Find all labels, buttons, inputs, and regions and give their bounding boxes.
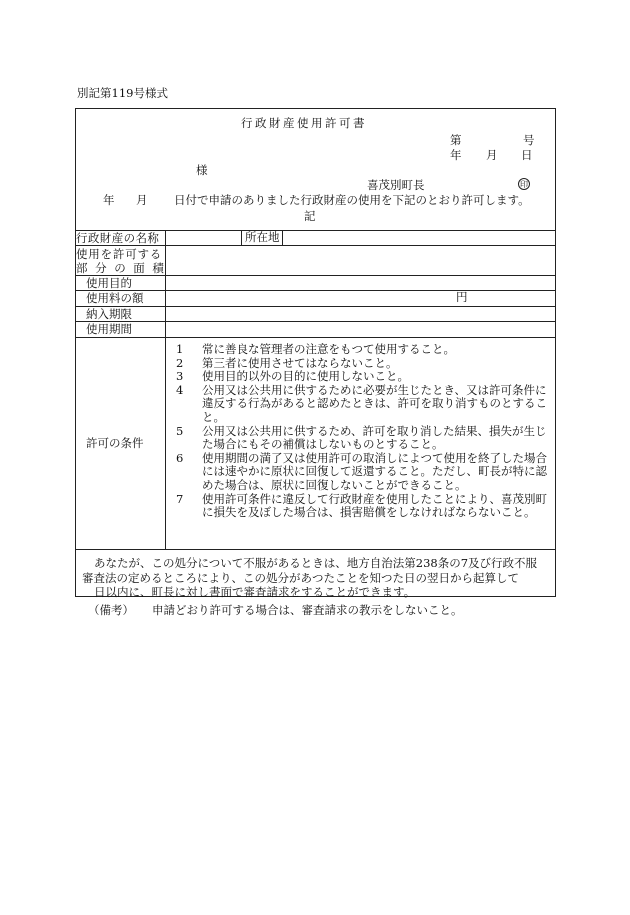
intro-text: 日付で申請のありました行政財産の使用を下記のとおり許可します。 [174, 193, 530, 207]
row-line [75, 275, 556, 276]
remarks-text: 申請どおり許可する場合は、審査請求の教示をしないこと。 [152, 603, 463, 617]
condition-text: 使用期間の満了又は使用許可の取消しによつて使用を終了した場合には速やかに原状に回復して返還すること。ただし、町長が特に認めた場合は、原状に回復しないことができること。 [202, 450, 547, 492]
conditions-list [176, 343, 552, 520]
location-divider-line [241, 230, 242, 245]
asset-name-label: 行政財産の名称 [76, 231, 160, 245]
condition-item [176, 370, 552, 384]
area-label-line1: 使用を許可する [76, 247, 163, 261]
row-line [75, 321, 556, 322]
number-suffix: 号 [523, 133, 535, 147]
issuer-name: 喜茂別町長 [367, 178, 425, 192]
intro-month: 月 [136, 193, 148, 207]
condition-text: 使用目的以外の目的に使用しないこと。 [202, 369, 409, 384]
condition-item [176, 343, 552, 357]
condition-item [176, 384, 552, 425]
document-title: 行政財産使用許可書 [241, 116, 367, 130]
condition-item [176, 493, 552, 520]
row-line [75, 549, 556, 550]
appeal-notice [82, 556, 550, 600]
ki-label: 記 [304, 209, 316, 223]
row-line [75, 337, 556, 338]
condition-item [176, 425, 552, 452]
notice-line-1: あなたが、この処分について不服があるときは、地方自治法第238条の7及び行政不服 [94, 556, 538, 570]
notice-line-2: 審査法の定めるところにより、この処分があつたことを知つた日の翌日から起算して [82, 570, 519, 585]
condition-text: 公用又は公共用に供するために必要が生じたとき、又は許可条件に違反する行為があると認めたときは、許可を取り消すものとすること。 [202, 382, 547, 424]
condition-text: 常に善良な管理者の注意をもつて使用すること。 [202, 342, 455, 356]
date-day: 日 [521, 148, 533, 162]
intro-year: 年 [103, 193, 115, 207]
row-line [75, 306, 556, 307]
label-column-line [165, 230, 166, 549]
location-label: 所在地 [245, 230, 280, 244]
condition-number: 3 [176, 369, 184, 384]
fee-label: 使用料の額 [86, 291, 144, 305]
date-year: 年 [450, 148, 462, 162]
condition-item [176, 357, 552, 371]
conditions-label: 許可の条件 [86, 436, 144, 450]
remarks-label: （備考） [88, 603, 134, 617]
number-prefix: 第 [450, 133, 462, 147]
row-line [75, 245, 556, 246]
date-month: 月 [486, 148, 498, 162]
form-number: 別記第119号様式 [77, 86, 168, 100]
purpose-label: 使用目的 [86, 276, 132, 290]
condition-text: 第三者に使用させてはならないこと。 [202, 355, 398, 370]
location-divider-line [282, 230, 283, 245]
condition-number: 1 [176, 342, 184, 356]
notice-line-3: 日以内に、町長に対し書面で審査請求をすることができます。 [94, 585, 416, 599]
area-label-line2: 部分の面積 [76, 261, 172, 275]
seal-char: 印 [520, 180, 528, 189]
condition-text: 公用又は公共用に供するため、許可を取り消した結果、損失が生じた場合にもその補償はしないものとすること。 [202, 423, 547, 452]
condition-number: 2 [176, 355, 184, 370]
condition-number: 4 [176, 382, 184, 397]
fee-unit: 円 [456, 290, 468, 304]
condition-text: 使用許可条件に違反して行政財産を使用したことにより、喜茂別町に損失を及ぼした場合は、損害賠償をしなければならないこと。 [202, 491, 547, 520]
condition-number: 7 [176, 491, 184, 506]
addressee-suffix: 様 [196, 163, 208, 177]
condition-item [176, 452, 552, 493]
seal-icon [518, 178, 530, 190]
condition-number: 6 [176, 450, 184, 465]
period-label: 使用期間 [86, 322, 132, 336]
payment-deadline-label: 納入期限 [86, 307, 132, 321]
condition-number: 5 [176, 423, 184, 438]
row-line [75, 290, 556, 291]
